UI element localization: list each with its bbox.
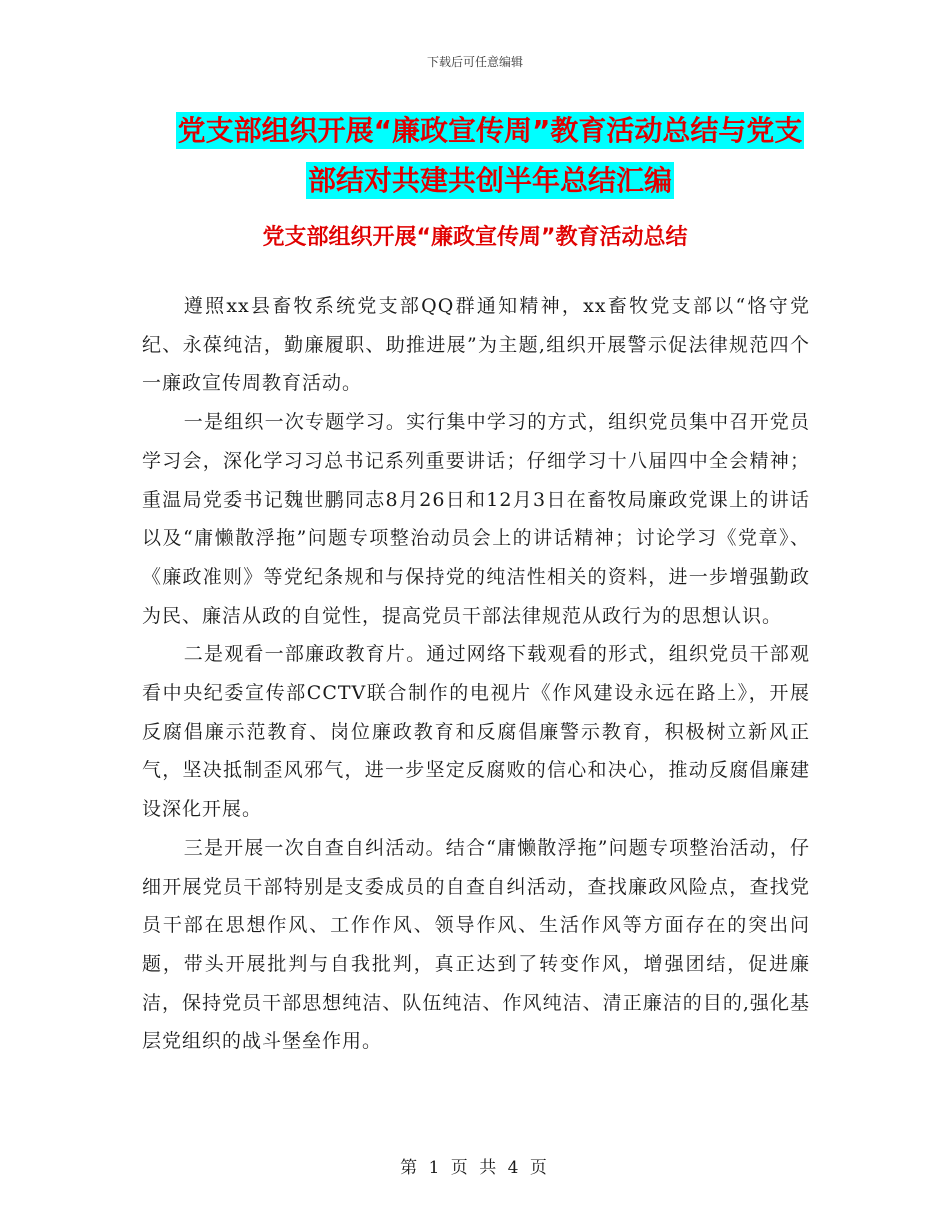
paragraph-study: 一是组织一次专题学习。实行集中学习的方式，组织党员集中召开党员学习会，深化学习习总书记系列重要讲话；仔细学习十八届四中全会精神；重温局党委书记魏世鹏同志8月26日和12月3日在畜牧局廉政党课上的讲话以及“庸懒散浮拖”问题专项整治动员会上的讲话精神；讨论学习《党章》、《廉政准则》等党纪条规和与保持党的纯洁性相关的资料，进一步增强勤政为民、廉洁从政的自觉性，提高党员干部法律规范从政行为的思想认识。 (142, 411, 810, 627)
document-title (140, 106, 840, 206)
paragraph-self-check: 三是开展一次自查自纠活动。结合“庸懒散浮拖”问题专项整治活动，仔细开展党员干部特别是支委成员的自查自纠活动，查找廉政风险点，查找党员干部在思想作风、工作作风、领导作风、生活作风等方面存在的突出问题，带头开展批判与自我批判，真正达到了转变作风，增强团结，促进廉洁，保持党员干部思想纯洁、队伍纯洁、作风纯洁、清正廉洁的目的,强化基层党组织的战斗堡垒作用。 (142, 836, 810, 1053)
document-title-line-2: 部结对共建共创半年总结汇编 (307, 164, 672, 197)
section-title: 党支部组织开展“廉政宣传周”教育活动总结 (262, 225, 688, 250)
document-body (142, 287, 810, 1061)
document-title-line-1: 党支部组织开展“廉政宣传周”教育活动总结与党支 (177, 114, 803, 147)
header-note: 下载后可任意编辑 (426, 55, 523, 69)
page-footer: 第 1 页 共 4 页 (400, 1158, 550, 1178)
paragraph-intro: 遵照xx县畜牧系统党支部QQ群通知精神，xx畜牧党支部以“恪守党纪、永葆纯洁，勤廉履职、助推进展”为主题,组织开展警示促法律规范四个一廉政宣传周教育活动。 (142, 295, 810, 395)
paragraph-film: 二是观看一部廉政教育片。通过网络下载观看的形式，组织党员干部观看中央纪委宣传部CCTV联合制作的电视片《作风建设永远在路上》，开展反腐倡廉示范教育、岗位廉政教育和反腐倡廉警示教育，积极树立新风正气，坚决抵制歪风邪气，进一步坚定反腐败的信心和决心，推动反腐倡廉建设深化开展。 (142, 643, 810, 821)
